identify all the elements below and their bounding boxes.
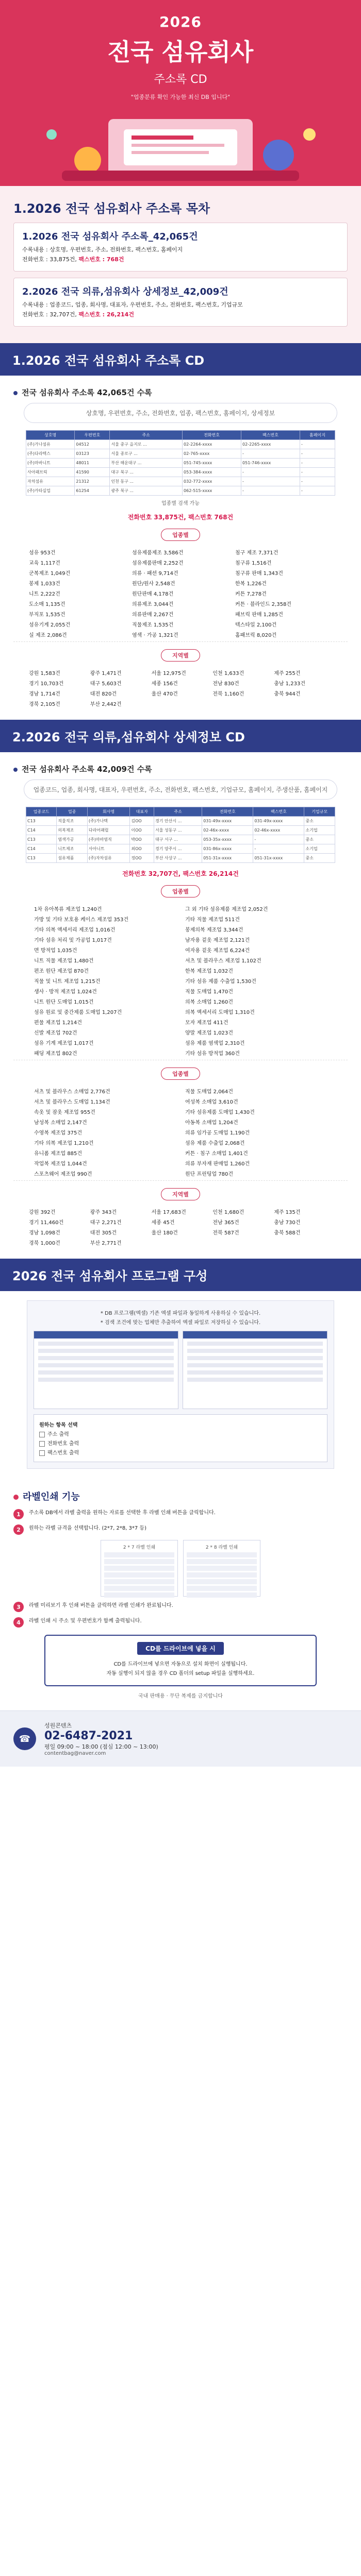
category-item: 섬유 제품 수출업 2,068건: [185, 1141, 245, 1146]
category-item: 니트 2,222건: [29, 591, 60, 597]
category-list: [13, 545, 348, 642]
step: [13, 1602, 348, 1612]
table-cell: (주)자차섬유: [87, 854, 130, 863]
table-cell: -: [300, 477, 335, 486]
program-section: [0, 1291, 361, 1478]
note-text: 업종별 검색 가능: [161, 501, 200, 506]
category-item: 원단/원사 2,548건: [132, 581, 175, 587]
category-item: 신발 제조업 702건: [34, 1030, 77, 1036]
region-item: 경북 1,000건: [29, 1241, 60, 1246]
table-cell: 031-86x-xxxx: [202, 844, 253, 854]
table-cell: (주)카타실업: [26, 486, 75, 496]
table-cell: -: [241, 486, 300, 496]
table-cell: C13: [26, 854, 57, 863]
table-cell: 032-772-xxxx: [183, 477, 241, 486]
category-item: 셔츠 및 블라우스 소매업 2,776건: [34, 1089, 110, 1095]
table-cell: 부산 사상구 ...: [154, 854, 202, 863]
category-item: 기타 섬유 방적업 360건: [185, 1051, 240, 1057]
step-number-3: 3: [13, 1602, 24, 1612]
label-preview: 2 * 7 라벨 인쇄: [101, 1540, 178, 1597]
category-item: 여자용 겉옷 제조업 6,224건: [185, 948, 250, 954]
bullet-icon: [13, 391, 18, 395]
table-cell: 광주 북구 ...: [110, 486, 183, 496]
category-item: 스포츠웨어 제조업 990건: [34, 1172, 92, 1177]
section-heading: 전국 섬유회사 주소록 42,009건 수록: [13, 764, 348, 774]
region-item: 인천 1,680건: [212, 1210, 244, 1215]
table-cell: 직물직조: [57, 817, 87, 826]
table-cell: -: [300, 459, 335, 468]
category-item: 의류 임가공 도매업 1,190건: [185, 1130, 250, 1136]
table-cell: C14: [26, 844, 57, 854]
email-link[interactable]: contentbag@naver.com: [44, 1751, 106, 1756]
table-cell: -: [241, 449, 300, 459]
hero-description: "업종분류 확인 가능한 최신 DB 입니다": [130, 94, 231, 100]
program-line: * 검색 조건에 맞는 업체만 추출하여 엑셀 파일로 저장하실 수 있습니다.: [100, 1320, 261, 1326]
step-number-1: 1: [13, 1509, 24, 1519]
table-header-cell: 회사명: [87, 807, 130, 817]
table-cell: 062-515-xxxx: [183, 486, 241, 496]
region-item: 대전 820건: [90, 691, 117, 697]
region-item: 강원 392건: [29, 1210, 56, 1215]
table-cell: 051-745-xxxx: [183, 459, 241, 468]
table-cell: 41590: [75, 468, 110, 477]
step: [13, 1617, 348, 1628]
table-cell: -: [300, 440, 335, 449]
region-item: 세종 156건: [151, 681, 178, 687]
region-item: 대전 305건: [90, 1230, 117, 1236]
category-item: 커튼 · 블라인드 2,358건: [235, 602, 291, 607]
table-cell: (주)마바니트: [26, 459, 75, 468]
category-item: 남성복 소매업 2,147건: [34, 1120, 87, 1126]
label-preview: 2 * 8 라벨 인쇄: [183, 1540, 260, 1597]
category-label: 업종별: [161, 885, 200, 897]
step-text: 라벨 인쇄 시 주소 및 우편번호가 함께 출력됩니다.: [29, 1618, 142, 1624]
label-previews: [13, 1540, 348, 1597]
table-row: [26, 854, 335, 863]
toc-item-title: 2.2026 전국 의류,섬유회사 상세정보_42,009건: [22, 286, 228, 297]
region-item: 경북 2,105건: [29, 702, 60, 707]
table-row: [26, 835, 335, 844]
region-item: 광주 1,471건: [90, 671, 122, 676]
region-item: 울산 180건: [151, 1230, 178, 1236]
region-label: 지역별: [161, 1188, 200, 1200]
table-cell: (주)다라텍스: [26, 449, 75, 459]
region-item: 전북 1,160건: [212, 691, 244, 697]
field-list: 업종코드, 업종, 회사명, 대표자, 우편번호, 주소, 전화번호, 팩스번호, 기업규모, 홈페이지, 주생산품, 홈페이지: [24, 779, 337, 800]
category-list: [13, 1084, 348, 1181]
region-item: 경남 1,098건: [29, 1230, 60, 1236]
step-text: 주소록 DB에서 라벨 출력을 원하는 자료를 선택한 후 라벨 인쇄 버튼을 클릭합니다.: [29, 1510, 216, 1516]
hero-illustration: [0, 104, 361, 186]
table-header-cell: 상호명: [26, 431, 75, 440]
category-item: 여성복 소매업 3,610건: [185, 1099, 238, 1105]
category-item: 실 제조 2,086건: [29, 633, 67, 638]
table-cell: 서울 중구 을지로 ...: [110, 440, 183, 449]
table-row: [26, 459, 335, 468]
category-item: 한복 1,226건: [235, 581, 267, 587]
total-count: 전화번호 32,707건, 팩스번호 26,214건: [122, 870, 239, 877]
step-number-4: 4: [13, 1617, 24, 1628]
category-item: 텍스타일 2,100건: [235, 622, 277, 628]
program-line: * DB 프로그램(엑셀) 기존 엑셀 파일과 동일하게 사용하실 수 있습니다.: [100, 1311, 261, 1316]
table-cell: 소기업: [304, 826, 335, 835]
category-item: 직물제조 1,535건: [132, 622, 174, 628]
step-text: 원하는 라벨 규격을 선택합니다. (2*7, 2*8, 3*7 등): [29, 1526, 147, 1531]
category-item: 섬유제품제조 3,586건: [132, 550, 184, 556]
region-item: 강원 1,583건: [29, 671, 60, 676]
table-of-contents: [0, 186, 361, 343]
cd-notice-text: 자동 실행이 되지 않을 경우 CD 폴더의 setup 파일을 실행하세요.: [106, 1671, 255, 1676]
category-item: 기타 의복 액세서리 제조업 1,016건: [34, 927, 116, 933]
copyright-note: 국내 판매용 · 무단 복제를 금지합니다: [138, 1693, 223, 1699]
hero-banner: [0, 0, 361, 186]
region-item: 충남 730건: [274, 1220, 301, 1226]
checkbox-icon[interactable]: [39, 1450, 45, 1456]
cd-notice-text: CD를 드라이브에 넣으면 자동으로 설치 화면이 실행됩니다.: [113, 1662, 248, 1667]
table-cell: 21312: [75, 477, 110, 486]
table-cell: -: [241, 468, 300, 477]
table-cell: 031-49x-xxxx: [202, 817, 253, 826]
category-item: 원단 프린팅업 780건: [185, 1172, 234, 1177]
category-item: 홈패브릭 8,020건: [235, 633, 277, 638]
table-cell: 박OO: [130, 835, 154, 844]
table-cell: 중소: [304, 854, 335, 863]
program-heading: 2026 전국 섬유회사 프로그램 구성: [12, 1269, 208, 1283]
table-cell: 61254: [75, 486, 110, 496]
table-header-cell: 홈페이지: [300, 431, 335, 440]
table-cell: 서울 종로구 ...: [110, 449, 183, 459]
table-cell: 대구 북구 ...: [110, 468, 183, 477]
category-item: 편조 원단 제조업 870건: [34, 969, 89, 974]
table-cell: 48011: [75, 459, 110, 468]
region-item: 부산 2,442건: [90, 702, 122, 707]
region-item: 제주 255건: [274, 671, 301, 676]
category-item: 교육 1,117건: [29, 561, 60, 566]
category-item: 속옷 및 잠옷 제조업 955건: [34, 1110, 95, 1115]
hero-year: 2026: [159, 13, 202, 30]
table-cell: 니트제조: [57, 844, 87, 854]
label-print-section: [0, 1478, 361, 1710]
table-cell: 02-46x-xxxx: [202, 826, 253, 835]
region-item: 대구 5,603건: [90, 681, 122, 687]
category-item: 섬유기계 2,055건: [29, 622, 71, 628]
region-item: 대구 2,271건: [90, 1220, 122, 1226]
region-item: 경남 1,714건: [29, 691, 60, 697]
region-item: 전북 587건: [212, 1230, 239, 1236]
table-cell: 053-35x-xxxx: [202, 835, 253, 844]
program-window: [34, 1331, 178, 1409]
table-cell: -: [300, 486, 335, 496]
table-header-cell: 업종코드: [26, 807, 57, 817]
category-item: 염색 · 가공 1,321건: [132, 633, 178, 638]
program-window: [183, 1331, 327, 1409]
category-item: 섬유 기계 제조업 1,017건: [34, 1041, 94, 1046]
region-list: [13, 1205, 348, 1249]
category-item: 1차 유아복류 제조업 1,240건: [34, 907, 102, 912]
category-item: 유니폼 제조업 885건: [34, 1151, 83, 1157]
category-item: 셔츠 및 블라우스 도매업 1,134건: [34, 1099, 110, 1105]
table-header-cell: 전화번호: [202, 807, 253, 817]
cd-notice-title: CD를 드라이브에 넣을 시: [137, 1642, 224, 1655]
table-cell: 염색가공: [57, 835, 87, 844]
contact-info: [44, 1721, 158, 1756]
section-banner: 1.2026 전국 섬유회사 주소록 CD: [0, 343, 361, 376]
region-item: 서울 12,975건: [151, 671, 186, 676]
table-cell: 정OO: [130, 854, 154, 863]
checkbox-icon[interactable]: [39, 1432, 45, 1437]
business-hours: 평일 09:00 ~ 18:00 (점심 12:00 ~ 13:00): [44, 1743, 158, 1750]
category-item: 패브릭 판매 1,285건: [235, 612, 283, 618]
region-item: 경기 10,703건: [29, 681, 64, 687]
category-item: 기타 섬유제품 도매업 1,430건: [185, 1110, 255, 1115]
toc-item: [13, 278, 348, 327]
bullet-icon: [13, 768, 18, 772]
category-item: 면 방적업 1,035건: [34, 948, 77, 954]
toc-item-count: 전화번호 : 33,875건, 팩스번호 : 768건: [22, 256, 124, 263]
table-cell: 중소: [304, 835, 335, 844]
table-cell: 소기업: [304, 844, 335, 854]
category-item: 의류 · 패션 9,714건: [132, 571, 178, 577]
category-item: 수영복 제조업 375건: [34, 1130, 83, 1136]
checkbox-item[interactable]: 주소 출력: [39, 1430, 322, 1437]
table-row: [26, 826, 335, 835]
step: [13, 1524, 348, 1535]
table-header-cell: 전화번호: [183, 431, 241, 440]
table-cell: C14: [26, 826, 57, 835]
category-label: 업종별: [161, 1067, 200, 1080]
section-2: [0, 752, 361, 1259]
region-item: 충북 944건: [274, 691, 301, 697]
table-cell: 이OO: [130, 826, 154, 835]
table-cell: 051-31x-xxxx: [202, 854, 253, 863]
step: [13, 1509, 348, 1519]
category-item: 의류 부자재 판매업 1,260건: [185, 1161, 250, 1167]
table-cell: 02-765-xxxx: [183, 449, 241, 459]
category-item: 침구류 1,516건: [235, 561, 272, 566]
table-row: [26, 844, 335, 854]
category-item: 니트 원단 도매업 1,015건: [34, 999, 94, 1005]
program-box: [27, 1300, 334, 1469]
table-cell: 경기 양주시 ...: [154, 844, 202, 854]
table-cell: -: [253, 844, 304, 854]
region-item: 제주 135건: [274, 1210, 301, 1215]
category-item: 봉제 1,033건: [29, 581, 60, 587]
category-item: 의복 액세서리 도매업 1,310건: [185, 1010, 255, 1015]
category-item: 봉제의복 제조업 3,344건: [185, 927, 243, 933]
checkbox-item[interactable]: 전화번호 출력: [39, 1439, 322, 1447]
table-cell: 인천 동구 ...: [110, 477, 183, 486]
table-cell: 051-746-xxxx: [241, 459, 300, 468]
toc-item-count: 전화번호 : 32,707건, 팩스번호 : 26,214건: [22, 311, 134, 318]
category-item: 모자 제조업 411건: [185, 1020, 228, 1026]
cd-notice: [44, 1635, 317, 1686]
region-item: 전남 830건: [212, 681, 239, 687]
category-item: 섬유제품판매 2,252건: [132, 561, 184, 566]
table-cell: 02-2265-xxxx: [241, 440, 300, 449]
category-item: 섬유 원료 및 중간제품 도매업 1,207건: [34, 1010, 122, 1015]
category-item: 의류판매 2,267건: [132, 612, 174, 618]
region-item: 인천 1,633건: [212, 671, 244, 676]
category-item: 편물 제조업 1,214건: [34, 1020, 82, 1026]
category-item: 기타 의복 제조업 1,210건: [34, 1141, 94, 1146]
program-screens: [34, 1331, 327, 1409]
phone-number[interactable]: 02-6487-2021: [44, 1730, 133, 1742]
table-cell: 의복제조: [57, 826, 87, 835]
category-item: 양말 제조업 1,023건: [185, 1030, 233, 1036]
table-cell: -: [253, 835, 304, 844]
table-cell: 051-31x-xxxx: [253, 854, 304, 863]
table-header-cell: 기업규모: [304, 807, 335, 817]
category-item: 원단판매 4,178건: [132, 591, 174, 597]
table-cell: 031-49x-xxxx: [253, 817, 304, 826]
section-banner: 2.2026 전국 의류,섬유회사 상세정보 CD: [0, 720, 361, 752]
toc-item: [13, 223, 348, 272]
category-item: 의복 소매업 1,260건: [185, 999, 233, 1005]
table-cell: 사아니트: [87, 844, 130, 854]
table-header-cell: 우편번호: [75, 431, 110, 440]
region-item: 충남 1,233건: [274, 681, 305, 687]
category-item: 남자용 겉옷 제조업 2,121건: [185, 938, 250, 943]
hero-subtitle: 주소록 CD: [154, 73, 207, 86]
table-cell: -: [300, 449, 335, 459]
category-item: 그 외 기타 섬유제품 제조업 2,052건: [185, 907, 268, 912]
checkbox-item[interactable]: 팩스번호 출력: [39, 1448, 322, 1456]
category-item: 작업복 제조업 1,044건: [34, 1161, 87, 1167]
table-row: [26, 477, 335, 486]
category-item: 섬유 953건: [29, 550, 56, 556]
category-item: 한복 제조업 1,032건: [185, 969, 233, 974]
table-cell: 사아패브릭: [26, 468, 75, 477]
table-header-cell: 팩스번호: [253, 807, 304, 817]
table-cell: -: [241, 477, 300, 486]
category-item: 군복제조 1,049건: [29, 571, 71, 577]
category-label: 업종별: [161, 529, 200, 541]
table-cell: (주)가나텍: [87, 817, 130, 826]
category-item: 니트 직물 제조업 1,480건: [34, 958, 94, 964]
category-item: 의류제조 3,044건: [132, 602, 174, 607]
category-item: 가방 및 기타 보호용 케이스 제조업 353건: [34, 917, 129, 923]
table-row: [26, 817, 335, 826]
region-item: 경기 11,460건: [29, 1220, 64, 1226]
region-item: 서울 17,683건: [151, 1210, 186, 1215]
bullet-icon: [13, 1495, 19, 1500]
category-item: 기타 섬유 처리 및 가공업 1,017건: [34, 938, 112, 943]
table-header-cell: 대표자: [130, 807, 154, 817]
table-cell: 경기 안산시 ...: [154, 817, 202, 826]
table-header-cell: 업종: [57, 807, 87, 817]
region-item: 광주 343건: [90, 1210, 117, 1215]
table-cell: 02-2264-xxxx: [183, 440, 241, 449]
category-item: 기타 직물 제조업 511건: [185, 917, 240, 923]
table-cell: C13: [26, 817, 57, 826]
region-item: 울산 470건: [151, 691, 178, 697]
category-item: 패딩 제조업 802건: [34, 1051, 77, 1057]
region-item: 부산 2,771건: [90, 1241, 122, 1246]
step-text: 라벨 미리보기 후 인쇄 버튼을 클릭하면 라벨 인쇄가 완료됩니다.: [29, 1603, 173, 1608]
category-item: 생사 · 방적 제조업 1,024건: [34, 989, 97, 995]
toc-heading: 1.2026 전국 섬유회사 주소록 목차: [13, 201, 210, 216]
category-item: 커튼 7,278건: [235, 591, 267, 597]
section-heading: 전국 섬유회사 주소록 42,065건 수록: [13, 387, 348, 398]
section-banner: [0, 1259, 361, 1291]
region-label: 지역별: [161, 649, 200, 662]
category-item: 부직포 1,535건: [29, 612, 65, 618]
toc-item-fields: 수록내용 : 상호명, 우편번호, 주소, 전화번호, 팩스번호, 홈페이지: [22, 246, 183, 253]
category-item: 도소매 1,135건: [29, 602, 65, 607]
table-row: [26, 449, 335, 459]
category-item: 기타 섬유 제품 수출업 1,530건: [185, 979, 256, 985]
table-cell: -: [300, 468, 335, 477]
category-item: 직물 및 니트 제조업 1,215건: [34, 979, 101, 985]
table-cell: 최OO: [130, 844, 154, 854]
table-cell: (주)마바염직: [87, 835, 130, 844]
table-row: [26, 486, 335, 496]
category-item: 아동복 소매업 1,204건: [185, 1120, 238, 1126]
table-cell: 04512: [75, 440, 110, 449]
table-header-cell: 주소: [110, 431, 183, 440]
table-cell: 자차섬유: [26, 477, 75, 486]
table-cell: 중소: [304, 817, 335, 826]
footer: [0, 1710, 361, 1767]
table-cell: 053-384-xxxx: [183, 468, 241, 477]
table-row: [26, 468, 335, 477]
table-cell: (주)가나섬유: [26, 440, 75, 449]
field-list: 상호명, 우편번호, 주소, 전화번호, 업종, 팩스번호, 홈페이지, 상세정보: [24, 403, 337, 423]
table-cell: 03123: [75, 449, 110, 459]
category-item: 셔츠 및 블라우스 제조업 1,102건: [185, 958, 261, 964]
category-item: 커튼 · 침구 소매업 1,401건: [185, 1151, 248, 1157]
headset-icon: ☎: [13, 1727, 36, 1750]
table-header-cell: 팩스번호: [241, 431, 300, 440]
table-cell: 서울 성동구 ...: [154, 826, 202, 835]
table-cell: 김OO: [130, 817, 154, 826]
toc-item-fields: 수록내용 : 업종코드, 업종, 회사명, 대표자, 우편번호, 주소, 전화번호, 팩스번호, 기업규모: [22, 301, 243, 308]
region-item: 충북 588건: [274, 1230, 301, 1236]
table-header-cell: 주소: [154, 807, 202, 817]
category-item: 섬유 제품 염색업 2,310건: [185, 1041, 245, 1046]
table-cell: 대구 서구 ...: [154, 835, 202, 844]
category-item: 침구 제조 7,371건: [235, 550, 278, 556]
total-count: 전화번호 33,875건, 팩스번호 768건: [127, 514, 234, 521]
step-number-2: 2: [13, 1524, 24, 1535]
hero-title: 전국 섬유회사: [107, 38, 254, 66]
category-item: 직물 도매업 1,470건: [185, 989, 233, 995]
category-item: 직물 도매업 2,064건: [185, 1089, 233, 1095]
region-item: 세종 45건: [151, 1220, 175, 1226]
region-item: 전남 365건: [212, 1220, 239, 1226]
toc-item-title: 1.2026 전국 섬유회사 주소록_42,065건: [22, 231, 198, 242]
category-list: [13, 902, 348, 1060]
table-cell: 부산 해운대구 ...: [110, 459, 183, 468]
sample-table: [26, 807, 335, 863]
sample-table: [26, 430, 335, 496]
category-item: 침구류 판매 1,343건: [235, 571, 283, 577]
section-1: [0, 376, 361, 720]
checkbox-icon[interactable]: [39, 1441, 45, 1447]
table-cell: 섬유제품: [57, 854, 87, 863]
table-row: [26, 440, 335, 449]
table-cell: 02-46x-xxxx: [253, 826, 304, 835]
checkbox-panel: [34, 1414, 327, 1462]
label-heading: 라벨인쇄 기능: [13, 1489, 348, 1503]
table-cell: 다라어패럴: [87, 826, 130, 835]
region-list: [13, 666, 348, 710]
table-cell: C13: [26, 835, 57, 844]
checkbox-title: 원하는 항목 선택: [39, 1422, 78, 1428]
company-name: 성원콘텐츠: [44, 1722, 72, 1729]
